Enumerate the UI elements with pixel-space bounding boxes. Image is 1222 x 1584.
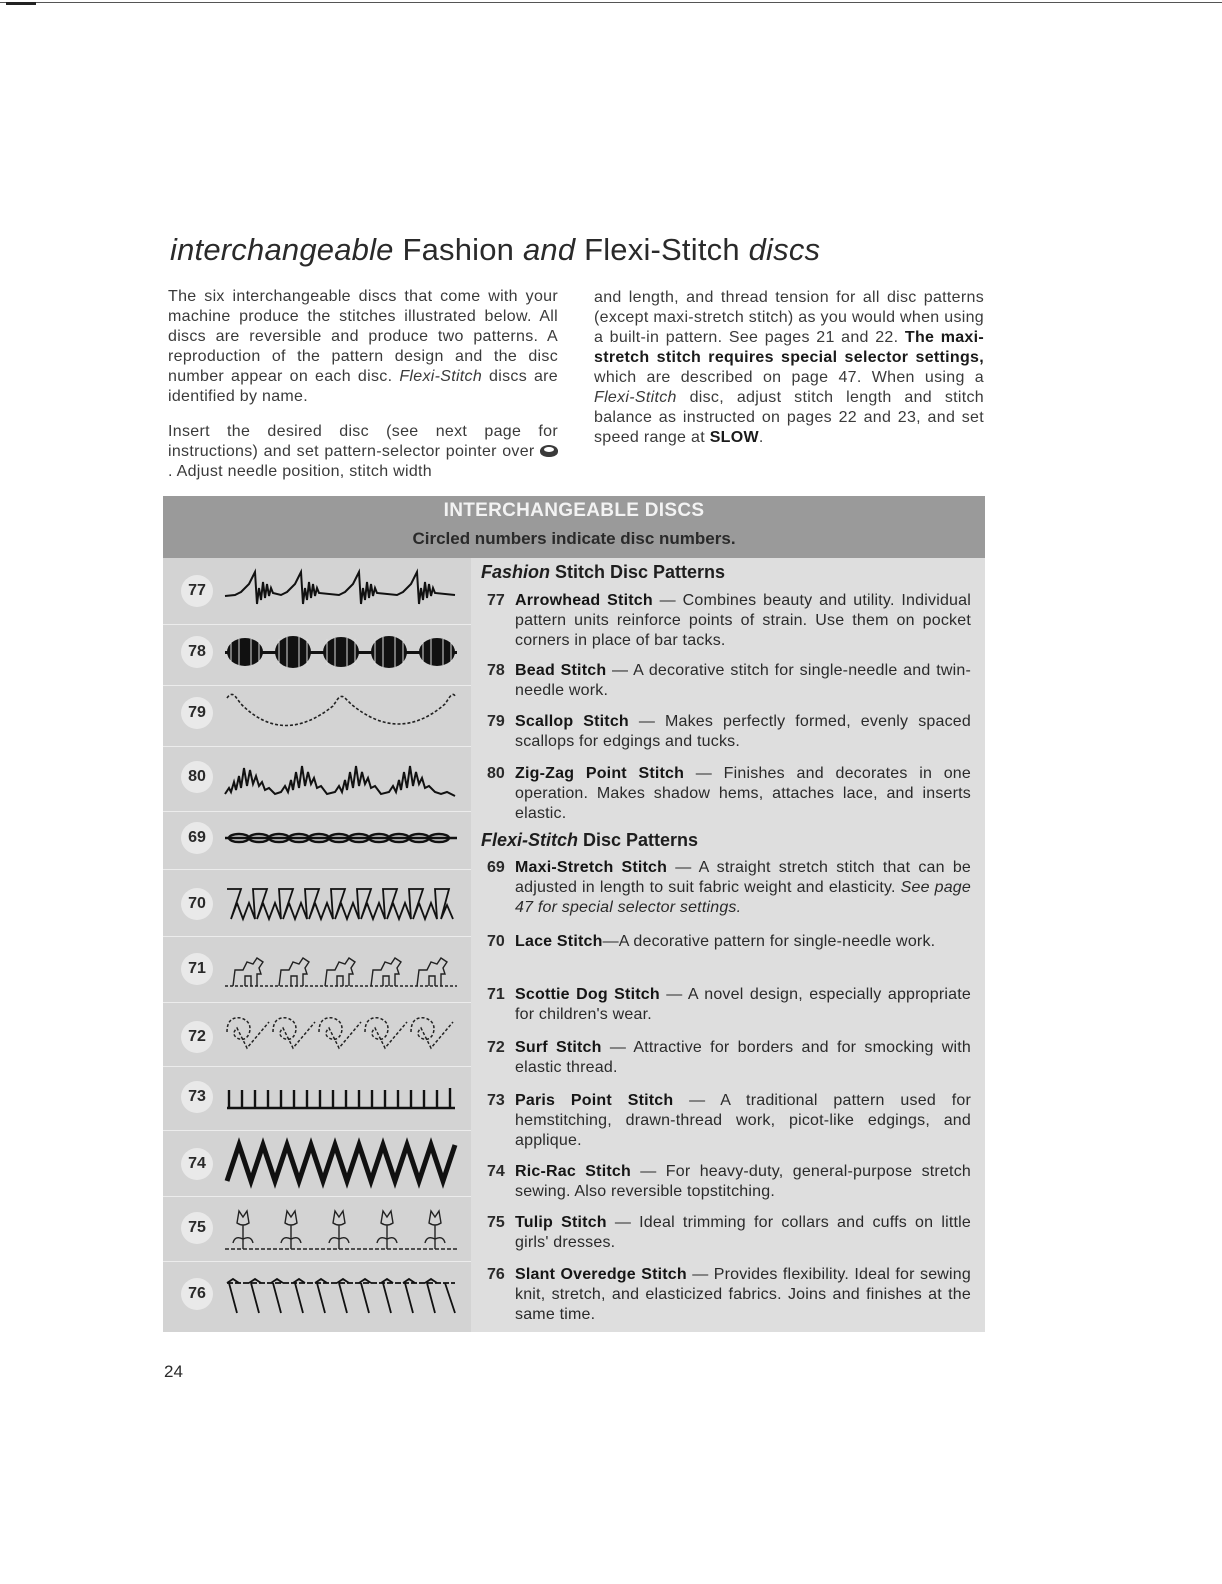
arrowhead-stitch-icon: [223, 562, 459, 620]
disc-number-78: 78: [181, 636, 213, 668]
disc-number-70: 70: [181, 888, 213, 920]
entry-79: 79 Scallop Stitch — Makes perfectly formed, evenly spaced scallops for edgings and tucks.: [487, 713, 971, 750]
row-divider: [163, 1002, 471, 1003]
page-title: interchangeable Fashion and Flexi-Stitch discs: [170, 232, 821, 267]
intro-paragraph-1: The six interchangeable discs that come with your machine produce the stitches illustrated below. All discs are reversible and produce two patterns. A reproduction of the pattern design and the disc number appear on each disc. Flexi-Stitch discs are identified by name.: [168, 288, 559, 405]
disc-number-73: 73: [181, 1081, 213, 1113]
zigzag-point-stitch-icon: [223, 748, 459, 806]
slant-overedge-stitch-icon: [223, 1265, 459, 1323]
stitch-row-71: [163, 936, 471, 1002]
disc-number-69: 69: [181, 822, 213, 854]
stitch-row-73: [163, 1064, 471, 1130]
disc-number-79: 79: [181, 697, 213, 729]
discs-panel: [163, 496, 985, 1332]
stitch-row-78: [163, 619, 471, 685]
stitch-row-77: [163, 558, 471, 624]
surf-stitch-icon: [223, 1008, 459, 1066]
disc-symbol-icon: [540, 445, 558, 457]
disc-number-74: 74: [181, 1148, 213, 1180]
stitch-row-80: [163, 744, 471, 810]
intro-paragraph-2: Insert the desired disc (see next page for instructions) and set pattern-selector pointer over . Adjust needle position, stitch width: [168, 423, 558, 480]
entry-69: 69 Maxi-Stretch Stitch — A straight stretch stitch that can be adjusted in length to suit fabric weight and elasticity. See page 47 for special selector settings.: [487, 859, 972, 916]
entry-77: 77 Arrowhead Stitch — Combines beauty and utility. Individual pattern units reinforce points of strain. Use them on pocket corners in place of bar tacks.: [487, 592, 971, 649]
stitch-row-69: [163, 805, 471, 871]
entry-71: 71 Scottie Dog Stitch — A novel design, especially appropriate for children's wear.: [487, 986, 971, 1023]
tulip-stitch-icon: [223, 1199, 459, 1257]
disc-number-72: 72: [181, 1021, 213, 1053]
page-number: 24: [164, 1362, 183, 1381]
top-border: [0, 2, 1222, 3]
scottie-dog-stitch-icon: [223, 940, 459, 998]
disc-number-80: 80: [181, 761, 213, 793]
stitch-row-70: [163, 871, 471, 937]
disc-number-75: 75: [181, 1212, 213, 1244]
top-edge-mark: [6, 2, 36, 5]
stitch-row-72: [163, 1004, 471, 1070]
bead-stitch-icon: [223, 623, 459, 681]
panel-subheading: Circled numbers indicate disc numbers.: [412, 529, 736, 548]
stitch-row-76: [163, 1261, 471, 1327]
entry-72: 72 Surf Stitch — Attractive for borders and for smocking with elastic thread.: [487, 1039, 972, 1076]
fashion-section-heading: Fashion Stitch Disc Patterns: [481, 562, 726, 582]
stitch-row-75: [163, 1195, 471, 1261]
maxi-stretch-stitch-icon: [223, 809, 459, 867]
entry-80: 80 Zig-Zag Point Stitch — Finishes and decorates in one operation. Makes shadow hems, attaches lace, and inserts elastic.: [487, 765, 972, 822]
entry-73: 73 Paris Point Stitch — A traditional pattern used for hemstitching, drawn-thread work, picot-like edgings, and applique.: [487, 1092, 971, 1149]
entry-75: 75 Tulip Stitch — Ideal trimming for collars and cuffs on little girls' dresses.: [487, 1214, 971, 1251]
stitch-row-74: [163, 1131, 471, 1197]
scallop-stitch-icon: [223, 684, 459, 742]
disc-number-71: 71: [181, 953, 213, 985]
disc-number-77: 77: [181, 575, 213, 607]
disc-number-76: 76: [181, 1278, 213, 1310]
paris-point-stitch-icon: [223, 1068, 459, 1126]
entry-70: 70 Lace Stitch—A decorative pattern for single-needle work.: [487, 933, 936, 950]
ric-rac-stitch-icon: [223, 1135, 459, 1193]
flexi-section-heading: Flexi-Stitch Disc Patterns: [481, 830, 699, 850]
panel-header: [163, 496, 985, 558]
panel-heading: INTERCHANGEABLE DISCS: [443, 500, 705, 521]
entry-74: 74 Ric-Rac Stitch — For heavy-duty, general-purpose stretch sewing. Also reversible topstitching.: [487, 1163, 971, 1200]
stitch-row-79: [163, 680, 471, 746]
lace-stitch-icon: [223, 875, 459, 933]
entry-76: 76 Slant Overedge Stitch — Provides flexibility. Ideal for sewing knit, stretch, and elasticized fabrics. Joins and finishes at the same time.: [487, 1266, 972, 1323]
stitch-illustrations: [163, 558, 471, 1332]
entry-78: 78 Bead Stitch — A decorative stitch for single-needle and twin-needle work.: [487, 662, 971, 699]
intro-paragraph-3: and length, and thread tension for all disc patterns (except maxi-stretch stitch) as you would when using a built-in pattern. See pages 21 and 22. The maxi-stretch stitch requires special selector settings, which are described on page 47. When using a Flexi-Stitch disc, adjust stitch length and stitch balance as instructed on pages 22 and 23, and set speed range at SLOW.: [594, 289, 985, 446]
row-divider: [163, 869, 471, 870]
